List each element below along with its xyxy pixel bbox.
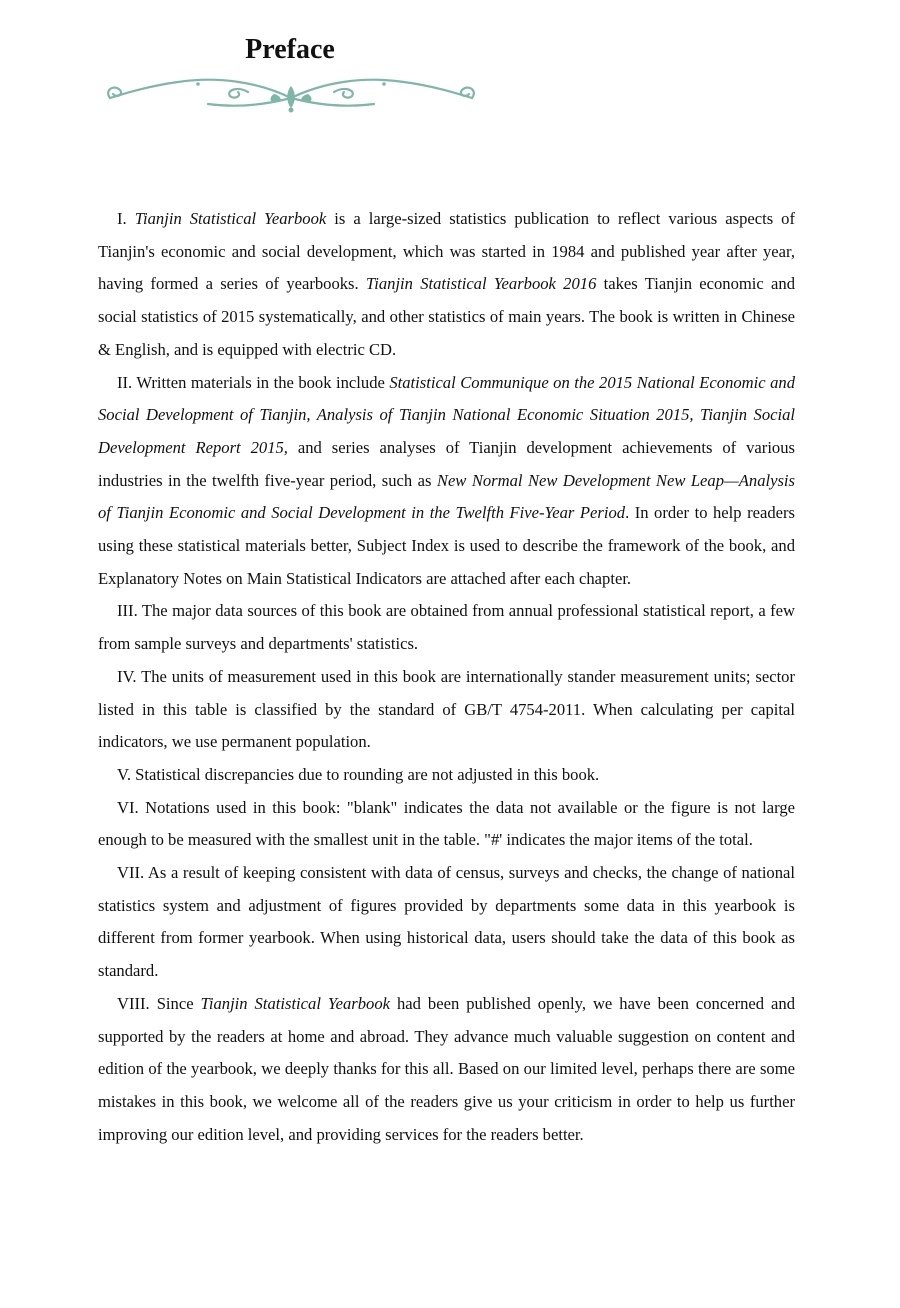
preface-paragraph xyxy=(98,203,795,367)
italic-title-text: Tianjin Statistical Yearbook xyxy=(200,993,390,1013)
preface-paragraph xyxy=(98,595,795,660)
page-title: Preface xyxy=(245,34,335,65)
preface-paragraph xyxy=(98,367,795,596)
paragraph-text: VIII. Since xyxy=(117,993,201,1013)
italic-title-text: New Normal New Development New Leap—Analysis of Tianjin Economic and Social Development in the Twelfth Five-Year Period xyxy=(98,470,795,523)
paragraph-text: V. Statistical discrepancies due to rounding are not adjusted in this book. xyxy=(117,764,600,784)
paragraph-text: is a large-sized statistics publication to reflect various aspects of Tianjin's economic and social development, which was started in 1984 and published year after year, having formed a series of yearbooks. xyxy=(98,209,796,294)
paragraph-text: . In order to help readers using these statistical materials better, Subject Index is used to describe the framework of the book, and Explanatory Notes on Main Statistical Indicators are attached after each chapter. xyxy=(98,503,795,588)
preface-paragraph xyxy=(98,661,795,759)
paragraph-text: and series analyses of Tianjin development achievements of various industries in the twelfth five-year period, such as xyxy=(98,437,795,490)
paragraph-text: VI. Notations used in this book: "blank" indicates the data not available or the figure is not large enough to be measured with the smallest unit in the table. "#' indicates the major items of the total. xyxy=(98,797,795,850)
italic-title-text: Statistical Communique on the 2015 National Economic and Social Development of Tianjin, Analysis of Tianjin National Economic Situation 2015, Tianjin Social Development Report 2015, xyxy=(98,372,795,457)
paragraph-text: II. Written materials in the book include xyxy=(117,372,390,392)
preface-paragraph xyxy=(98,792,795,857)
preface-paragraph xyxy=(98,759,795,792)
scroll-flourish-icon xyxy=(98,68,484,114)
paragraph-text: takes Tianjin economic and social statistics of 2015 systematically, and other statistics of main years. The book is written in Chinese & English, and is equipped with electric CD. xyxy=(98,274,795,359)
preface-paragraph xyxy=(98,988,795,1152)
paragraph-text: III. The major data sources of this book are obtained from annual professional statistical report, a few from sample surveys and departments' statistics. xyxy=(98,601,795,654)
italic-title-text: Tianjin Statistical Yearbook xyxy=(134,209,327,228)
paragraph-text: IV. The units of measurement used in this book are internationally stander measurement units; sector listed in this table is classified by the standard of GB/T 4754-2011. When calculating per capital indicators, we use permanent population. xyxy=(98,666,795,752)
italic-title-text: Tianjin Statistical Yearbook 2016 xyxy=(365,274,597,294)
paragraph-text: had been published openly, we have been concerned and supported by the readers at home and abroad. They advance much valuable suggestion on content and edition of the yearbook, we deeply thanks for this all. Based on our limited level, perhaps there are some mistakes in this book, we welcome all of the readers give us your criticism in order to help us further improving our edition level, and providing services for the readers better. xyxy=(98,993,795,1144)
preface-body xyxy=(98,203,795,1151)
paragraph-text: VII. As a result of keeping consistent with data of census, surveys and checks, the change of national statistics system and adjustment of figures provided by departments some data in this yearbook is different from former yearbook. When using historical data, users should take the data of this book as standard. xyxy=(98,863,795,981)
preface-paragraph xyxy=(98,857,795,988)
paragraph-text: I. xyxy=(117,209,135,228)
